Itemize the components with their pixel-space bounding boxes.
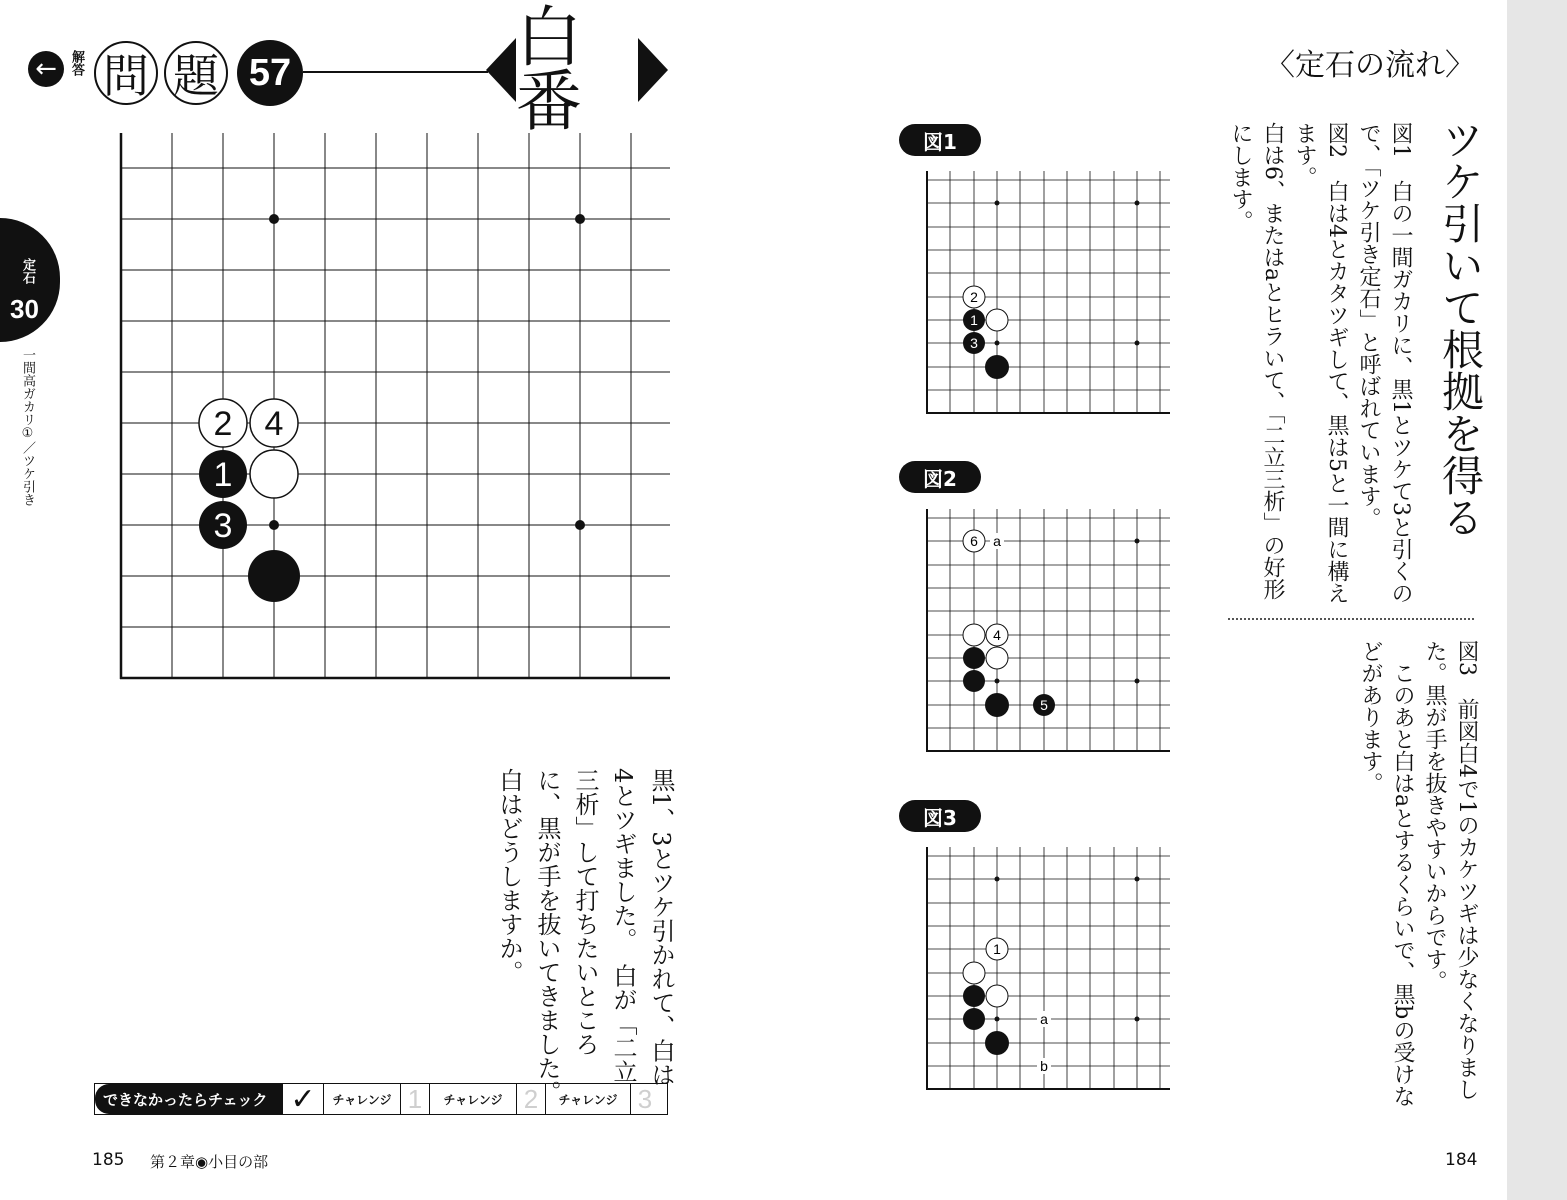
white-stone xyxy=(963,624,985,646)
problem-char-1: 問 xyxy=(94,41,158,105)
turn-heading xyxy=(486,0,668,140)
stone-label: 1 xyxy=(993,941,1001,957)
check-mark-icon[interactable]: ✓ xyxy=(283,1084,324,1114)
paragraph-fig3: 図3 前図白4で1のカケツギは少なくなりました。黒が手を抜きやすいからです。 xyxy=(1422,640,1479,1100)
figure-3-tab: 図3 xyxy=(899,800,981,832)
stone-label: 2 xyxy=(970,289,978,305)
black-stone xyxy=(985,355,1009,379)
paragraph-fig3-cont: このあと白はaとするくらいで、黒bの受けなどがあります。 xyxy=(1358,640,1415,1108)
stone-label: 3 xyxy=(213,507,233,545)
paragraph-fig2: 図2 白は4とカタツギして、黒は5と一間に構えます。 xyxy=(1292,122,1349,604)
figure-2-board xyxy=(920,506,1180,756)
point-label: a xyxy=(993,533,1001,549)
section-title: 〈定石の流れ〉 xyxy=(1265,48,1475,83)
bracket-right-icon xyxy=(638,38,668,102)
black-stone xyxy=(963,670,985,692)
question-text: 黒1、3とツケ引かれて、白は4とツギました。 白が「二立三析」して打ちたいところに、黒が手を抜いてきました。 白はどうしますか。 xyxy=(495,768,675,1116)
stone-label: 2 xyxy=(213,405,233,443)
stone-label: 4 xyxy=(264,405,284,443)
back-arrow-icon[interactable]: ← xyxy=(28,51,64,87)
black-stone xyxy=(985,693,1009,717)
commentary-upper xyxy=(1226,122,1416,612)
white-stone xyxy=(986,647,1008,669)
white-stone xyxy=(986,309,1008,331)
bracket-left-icon xyxy=(486,38,516,102)
turn-text: 白番 xyxy=(516,0,582,140)
challenge-2-box[interactable]: 2 xyxy=(517,1084,546,1114)
white-stone xyxy=(963,962,985,984)
check-bar xyxy=(94,1083,668,1115)
figure-2-tab: 図2 xyxy=(899,461,981,493)
challenge-1-box[interactable]: 1 xyxy=(401,1084,430,1114)
white-stone xyxy=(250,450,298,498)
header-rule xyxy=(303,71,488,73)
stone-label: 4 xyxy=(993,627,1001,643)
check-label: できなかったらチェック xyxy=(95,1084,283,1114)
page-number-right: 184 xyxy=(1445,1150,1478,1170)
figure-1-tab: 図1 xyxy=(899,124,981,156)
challenge-3-label: チャレンジ xyxy=(546,1084,631,1114)
paragraph-fig1: 図1 白の一間ガカリに、黒1とツケて3と引くので、「ツケ引き定石」と呼ばれています。 xyxy=(1356,122,1413,604)
stone-label: 1 xyxy=(970,312,978,328)
paragraph-fig2-cont: 白は6、またはaとヒラいて、「二立三析」の好形にします。 xyxy=(1228,122,1285,601)
figure-1-board xyxy=(920,168,1180,418)
challenge-3-box[interactable]: 3 xyxy=(637,1083,653,1114)
black-stone xyxy=(985,1031,1009,1055)
point-label: b xyxy=(1040,1058,1048,1074)
commentary-title: ツケ引いて根拠を得る xyxy=(1436,118,1485,538)
black-stone xyxy=(248,550,300,602)
black-stone xyxy=(963,1008,985,1030)
main-go-board xyxy=(110,128,680,688)
black-stone xyxy=(963,985,985,1007)
problem-char-2: 題 xyxy=(164,41,228,105)
answer-label[interactable]: 解答 xyxy=(69,50,84,76)
challenge-1-label: チャレンジ xyxy=(324,1084,401,1114)
stone-label: 5 xyxy=(1040,697,1048,713)
side-tab-label: 定石 xyxy=(20,258,35,284)
figure-3-board xyxy=(920,844,1180,1094)
problem-number: 57 xyxy=(237,40,303,106)
point-label: a xyxy=(1040,1011,1048,1027)
stone-label: 1 xyxy=(213,456,233,494)
side-tab-number: 30 xyxy=(10,294,39,324)
commentary-lower xyxy=(1300,640,1482,1120)
white-stone xyxy=(986,985,1008,1007)
section-divider xyxy=(1228,618,1474,620)
chapter-footer: 第２章◉小目の部 xyxy=(150,1153,269,1171)
stone-label: 6 xyxy=(970,533,978,549)
black-stone xyxy=(963,647,985,669)
side-tab xyxy=(0,218,60,342)
side-chapter-title: 一間高ガカリ①／ツケ引き xyxy=(20,348,35,506)
challenge-2-label: チャレンジ xyxy=(430,1084,517,1114)
page-gutter xyxy=(1507,0,1567,1200)
page-number-left: 185 xyxy=(92,1150,125,1170)
stone-label: 3 xyxy=(970,335,978,351)
